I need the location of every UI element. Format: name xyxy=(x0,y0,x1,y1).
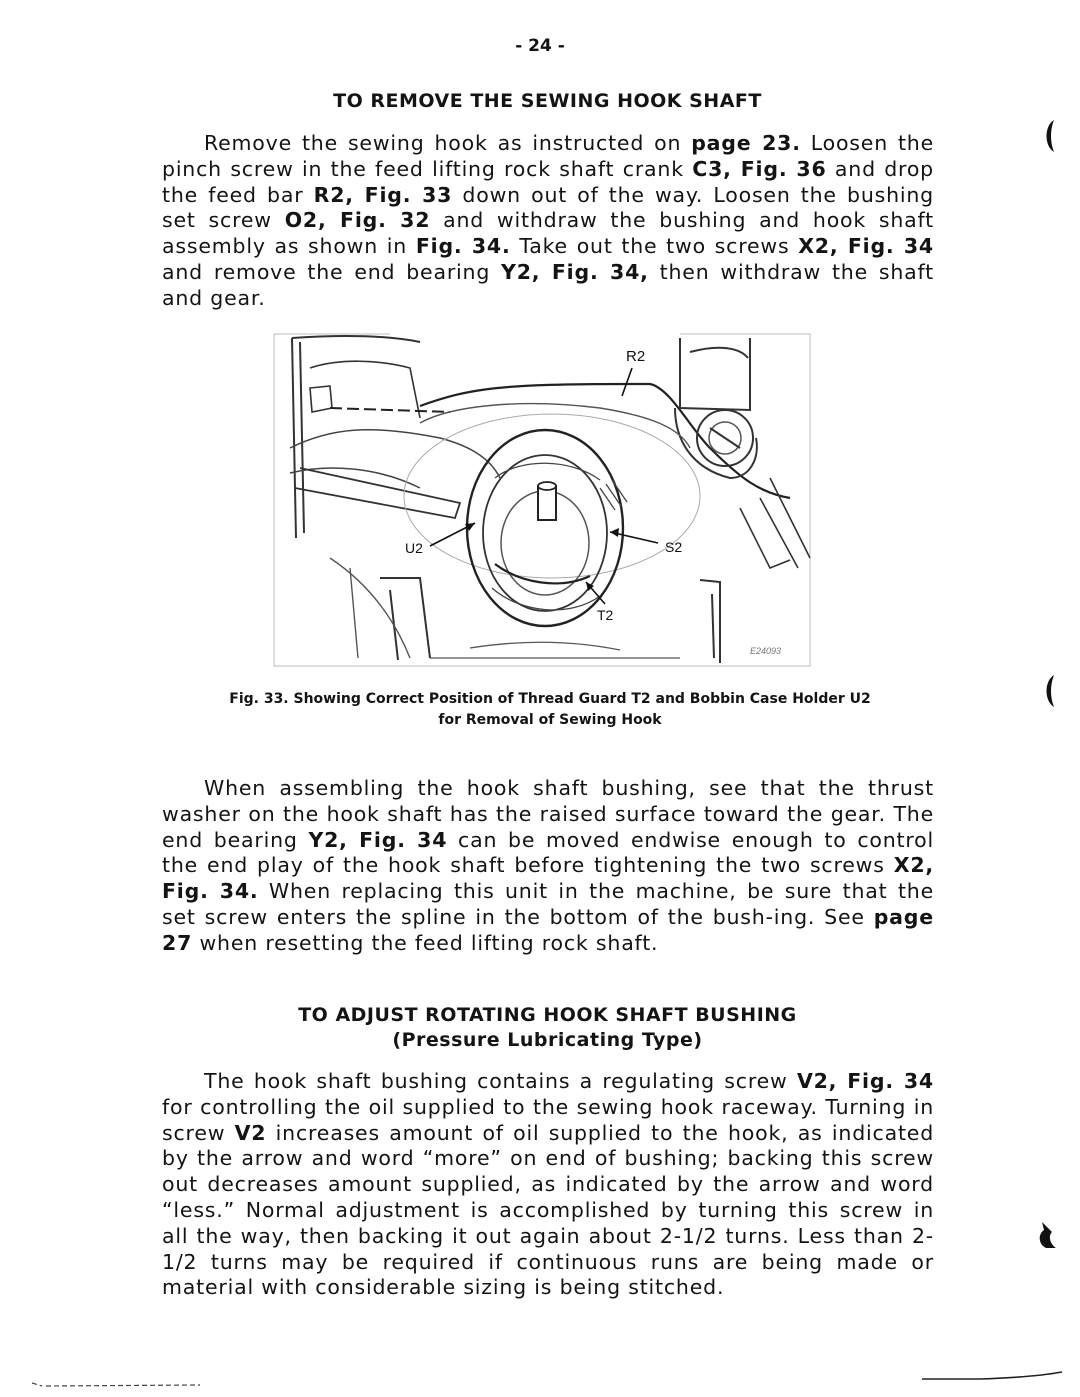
label-s2: S2 xyxy=(665,539,683,555)
bold-reference: V2 xyxy=(234,1120,267,1145)
text-run: when resetting the feed lifting rock shaft. xyxy=(192,930,659,955)
bold-reference: O2, Fig. 32 xyxy=(284,208,431,233)
text-run: can be moved endwise enough to control the end play of the hook shaft before tightening the two screws xyxy=(162,827,934,878)
text-run: and drop the feed bar xyxy=(162,156,934,207)
bottom-rule-left xyxy=(30,1380,210,1390)
text-run: When replacing this unit in the machine, be sure that the set screw enters the spline in the bottom of the bush-ing. See xyxy=(162,879,934,929)
label-figure-code: E24093 xyxy=(750,646,782,656)
bold-reference: X2, Fig. 34. xyxy=(162,853,934,904)
text-run: increases amount of oil supplied to the hook, as indicated by the arrow and word “more” on end of bushing; backing this screw out decreases amount supplied, as indicated by the arrow and word “less.” Normal adjustment is accomplished by turning this screw in all the way, then backing it out again about 2-1/2 turns. Less than 2-1/2 turns may be required if continuous runs are being made or material with considerable sizing is being stitched. xyxy=(162,1120,935,1300)
text-run: and withdraw the bushing and hook shaft assembly as shown in xyxy=(162,208,935,259)
figure-caption-line1: Fig. 33. Showing Correct Position of Thread Guard T2 and Bobbin Case Holder U2 xyxy=(229,691,871,707)
label-r2: R2 xyxy=(626,348,646,365)
binding-hole-mark-middle xyxy=(1040,673,1060,709)
figure-caption-line2: for Removal of Sewing Hook xyxy=(438,712,662,728)
bold-reference: R2, Fig. 33 xyxy=(313,182,453,207)
text-run: and remove the end bearing xyxy=(162,259,502,284)
bold-reference: V2, Fig. 34 xyxy=(796,1069,934,1093)
text-run: Remove the sewing hook as instructed on xyxy=(204,131,692,155)
section-heading-adjust-bushing: TO ADJUST ROTATING HOOK SHAFT BUSHING xyxy=(298,1004,797,1026)
bold-reference: C3, Fig. 36 xyxy=(692,156,827,181)
section-subheading-pressure-lubricating: (Pressure Lubricating Type) xyxy=(392,1029,703,1051)
paragraph-adjust-bushing xyxy=(162,1069,934,1301)
text-run: then withdraw the shaft and gear. xyxy=(162,259,935,310)
figure-33-illustration xyxy=(270,328,815,668)
text-run: Take out the two screws xyxy=(510,234,799,259)
bold-reference: page 23. xyxy=(691,131,801,155)
binding-hole-mark-bottom xyxy=(1036,1220,1060,1250)
text-run: for controlling the oil supplied to the sewing hook raceway. Turning in screw xyxy=(162,1094,934,1145)
text-run: Loosen the pinch screw in the feed lifting rock shaft crank xyxy=(162,131,934,181)
label-u2: U2 xyxy=(405,540,423,556)
bold-reference: Y2, Fig. 34 xyxy=(308,827,448,852)
bottom-rule-right xyxy=(920,1370,1065,1384)
bold-reference: X2, Fig. 34 xyxy=(798,234,934,259)
label-t2: T2 xyxy=(597,607,614,623)
page-number: - 24 - xyxy=(515,36,565,56)
text-run: down out of the way. Loosen the bushing set screw xyxy=(162,182,934,233)
section-heading-remove-hook-shaft: TO REMOVE THE SEWING HOOK SHAFT xyxy=(333,90,762,112)
paragraph-remove-hook-shaft xyxy=(162,131,934,312)
text-run: When assembling the hook shaft bushing, see that the thrust washer on the hook shaft has the raised surface toward the gear. The end bearing xyxy=(162,776,934,852)
binding-hole-mark-top xyxy=(1040,118,1060,154)
paragraph-assembling-bushing xyxy=(162,776,934,957)
bold-reference: Y2, Fig. 34, xyxy=(501,259,649,284)
text-run: The hook shaft bushing contains a regulating screw xyxy=(204,1069,797,1093)
bold-reference: page 27 xyxy=(162,904,934,955)
bold-reference: Fig. 34. xyxy=(415,234,511,259)
